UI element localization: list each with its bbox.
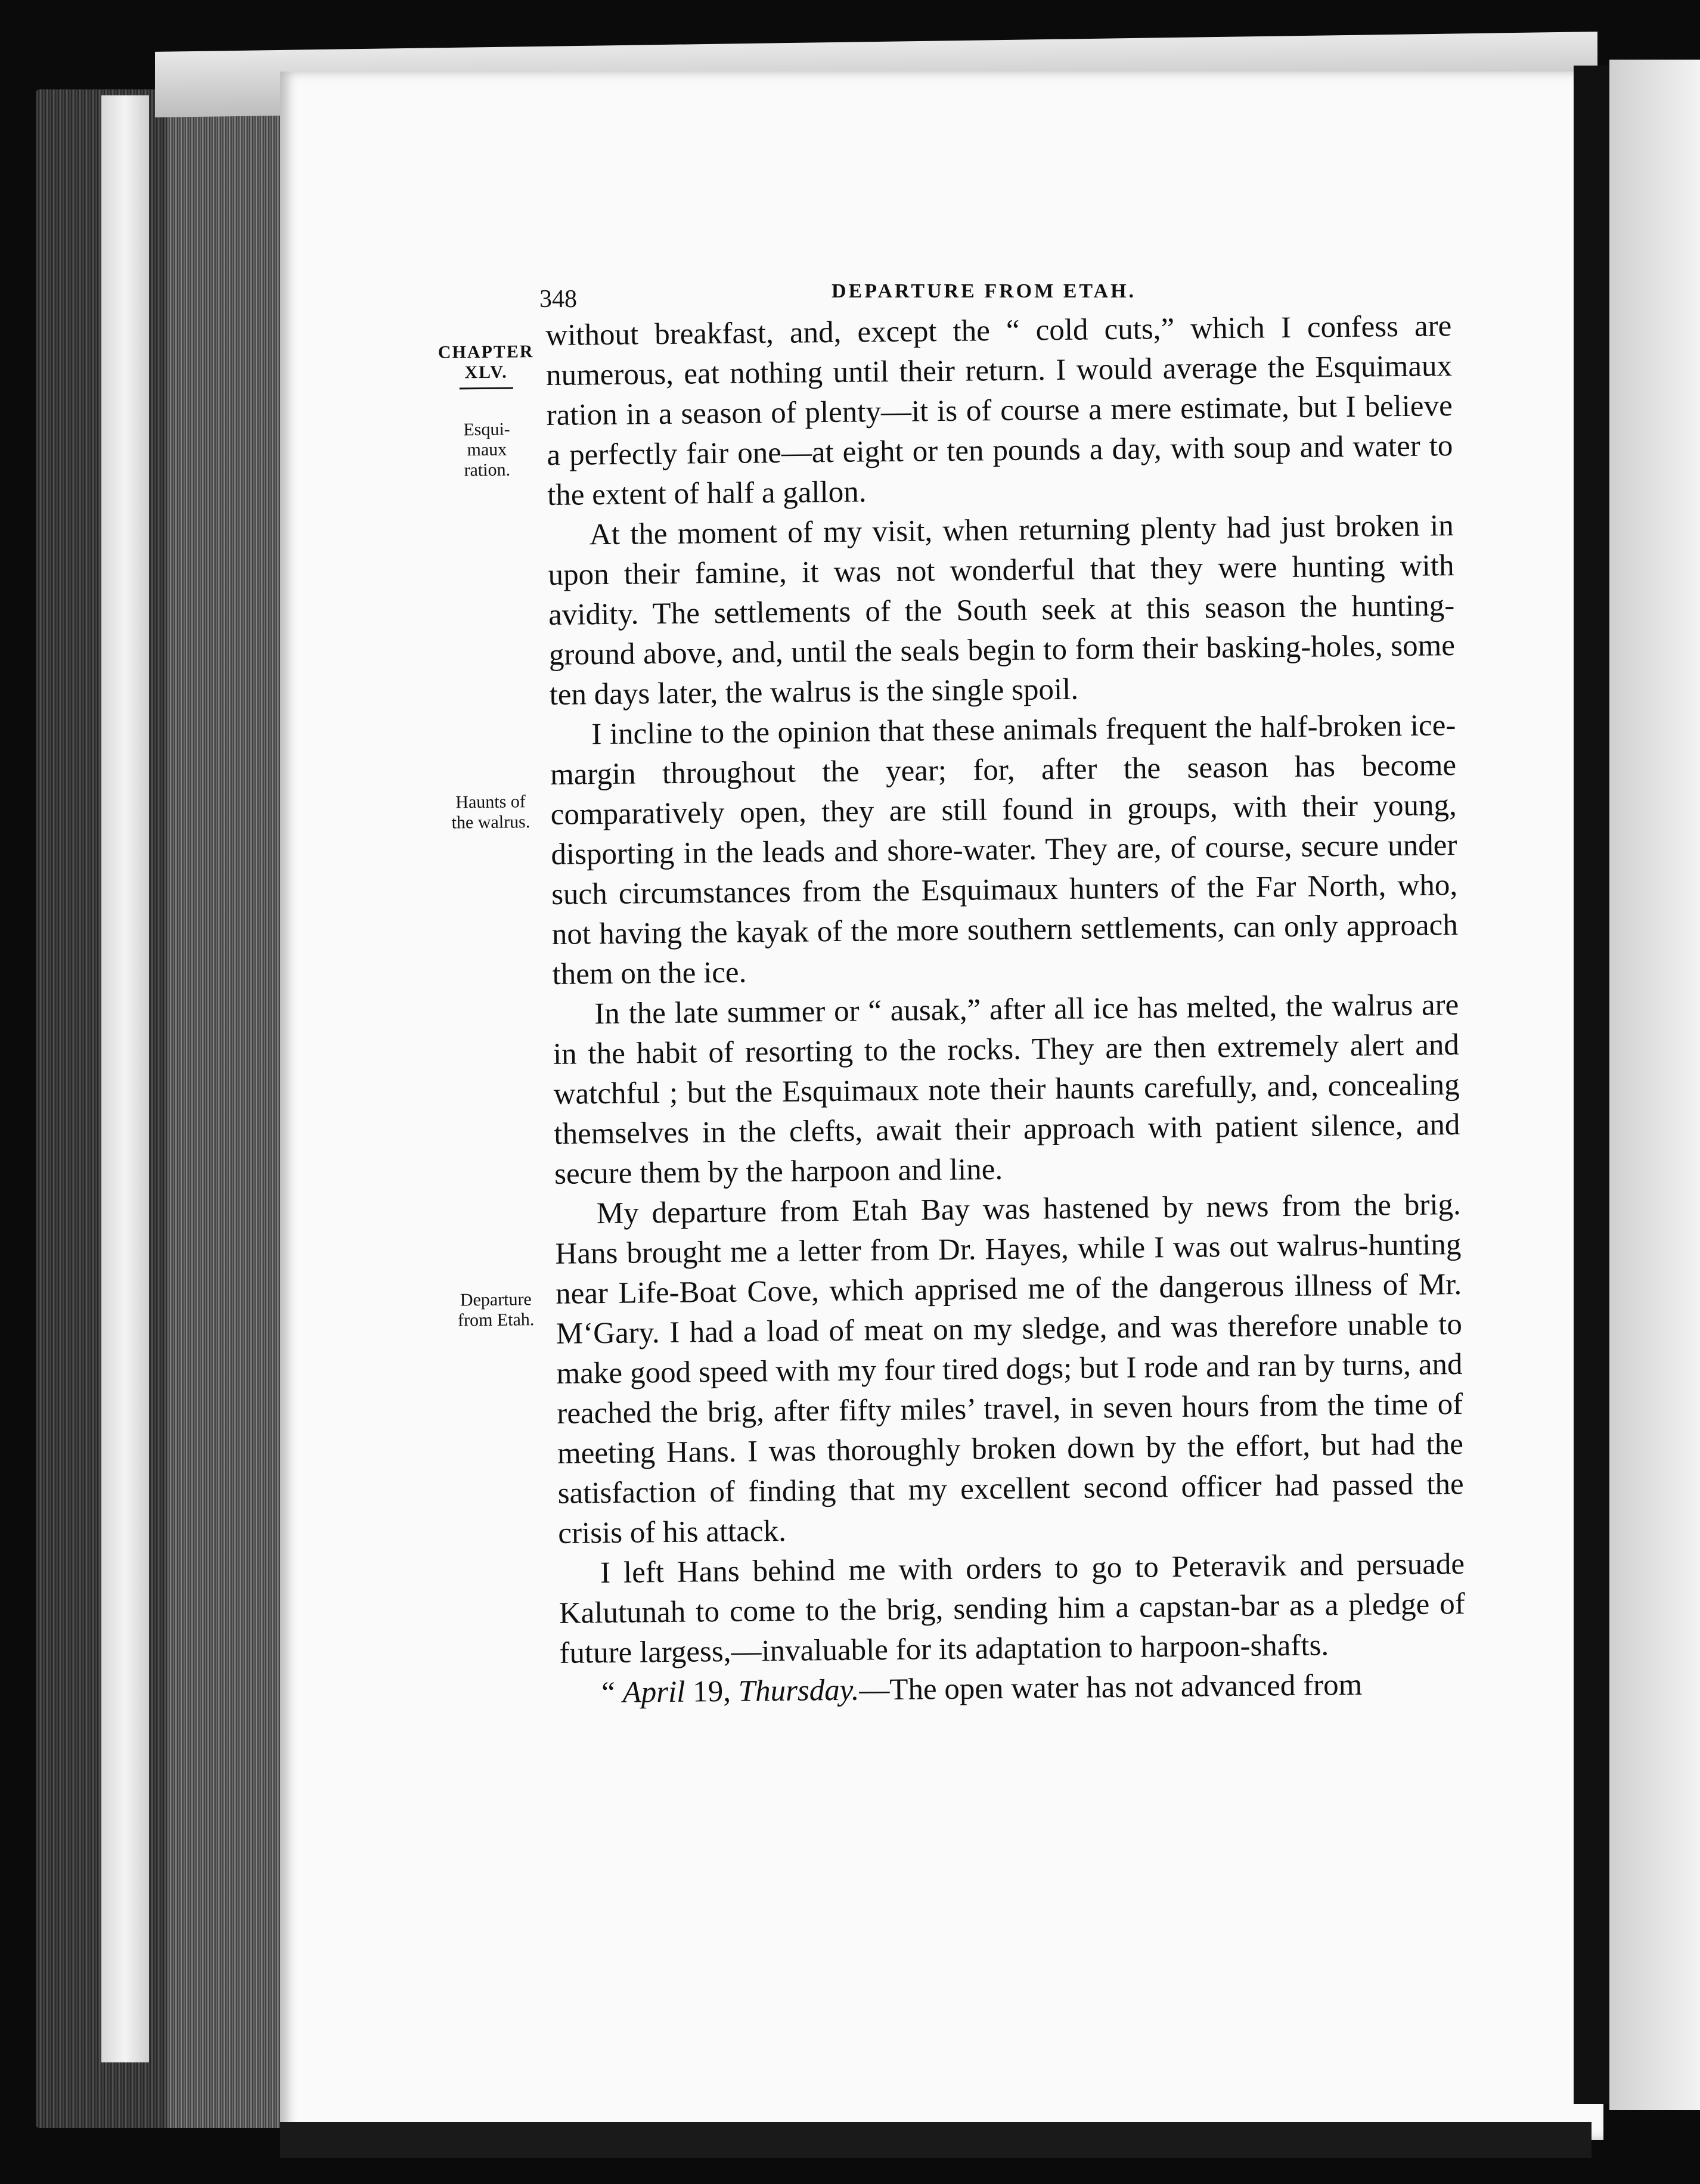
chapter-label: CHAPTER xyxy=(438,342,534,362)
open-quote: “ xyxy=(601,1676,623,1710)
book-page-edges-inner xyxy=(167,101,292,2128)
page-body xyxy=(545,306,1466,1714)
entry-text: —The open water has not advanced from xyxy=(859,1668,1363,1707)
running-head: DEPARTURE FROM ETAH. xyxy=(832,280,1137,302)
paragraph: without breakfast, and, except the “ cold cuts,” which I confess are numerous, eat nothing until their return. I would average the Esquimaux ration in a season of plenty—it is of course a mere estimate, but I believe a perfectly fair one—at eight or ten pounds a day, with soup and water to the extent of half a gallon. xyxy=(545,309,1453,512)
paragraph: My departure from Etah Bay was hastened by news from the brig. Hans brought me a letter from Dr. Hayes, while I was out walrus-hunting near Life-Boat Cove, which apprised me of the dangerous illness of Mr. M‘Gary. I had a load of meat on my sledge, and was therefore unable to make good speed with my four tired dogs; but I rode and ran by turns, and reached the brig, after fifty miles’ travel, in seven hours from the time of meeting Hans. I was thoroughly broken down by the effort, but had the satisfaction of finding that my excellent second officer had passed the crisis of his attack. xyxy=(555,1188,1464,1550)
paragraph: At the moment of my visit, when returning plenty had just broken in upon their famine, it was not wonderful that they were hunting with avidity. The settlements of the South seek at this season the hunting-ground above, and, until the seals begin to form their basking-holes, some ten days later, the walrus is the single spoil. xyxy=(548,509,1456,712)
paragraph: I left Hans behind me with orders to go to Peteravik and persuade Kalutunah to come to the brig, sending him a capstan-bar as a pledge of future largess,—invaluable for its adaptation to harpoon-shafts. xyxy=(559,1547,1466,1670)
sidenote-esquimaux-ration: Esqui- maux ration. xyxy=(463,419,511,480)
entry-month: April xyxy=(622,1675,685,1710)
entry-day-number: 19, xyxy=(685,1674,739,1709)
chapter-rule xyxy=(460,387,513,389)
sidenote-departure-from-etah: Departure from Etah. xyxy=(457,1289,535,1330)
facing-page-edge xyxy=(1609,60,1700,2110)
entry-weekday: Thursday. xyxy=(738,1673,860,1708)
page-bottom-shadow xyxy=(280,2122,1592,2158)
book-gutter xyxy=(1574,66,1609,2104)
paragraph: In the late summer or “ ausak,” after all ice has melted, the walrus are in the habit of resorting to the rocks. They are then extremely alert and watchful ; but the Esquimaux note their haunts carefully, and, concealing themselves in the clefts, await their approach with patient silence, and secure them by the harpoon and line. xyxy=(553,988,1460,1191)
book-flyleaf-edge xyxy=(101,95,149,2062)
chapter-number: XLV. xyxy=(464,362,508,383)
sidenote-haunts-of-walrus: Haunts of the walrus. xyxy=(451,792,531,833)
page-number: 348 xyxy=(539,286,577,313)
paragraph: I incline to the opinion that these animals frequent the half-broken ice-margin throughout the year; for, after the season has become comparatively open, they are still found in groups, with their young, disporting in the leads and shore-water. They are, of course, secure under such circumstances from the Esquimaux hunters of the Far North, who, not having the kayak of the more southern settlements, can only approach them on the ice. xyxy=(550,709,1459,991)
chapter-marker xyxy=(426,342,546,396)
